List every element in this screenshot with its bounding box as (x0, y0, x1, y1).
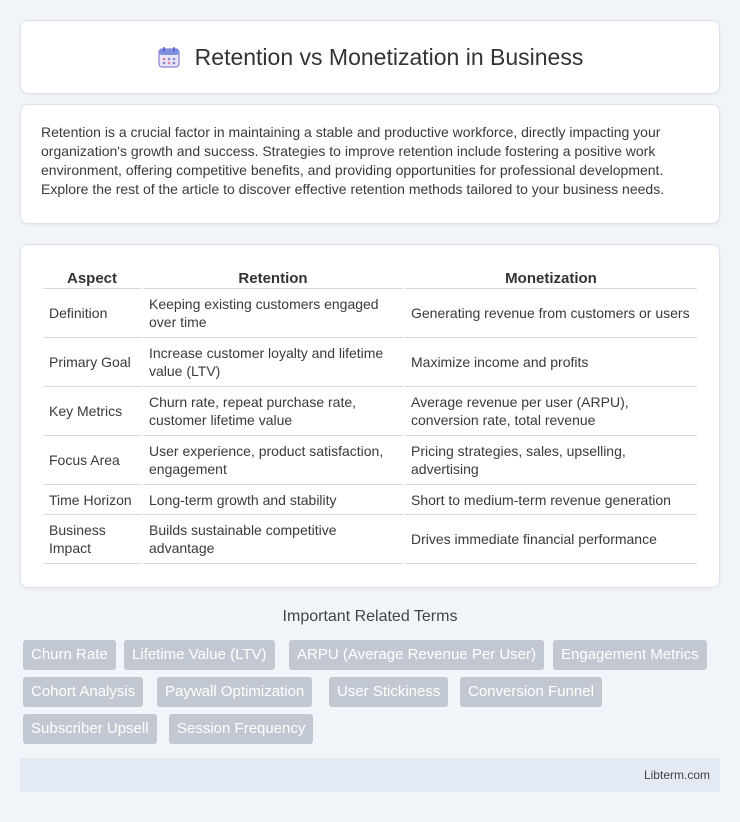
tag-engagement-metrics[interactable]: Engagement Metrics (553, 640, 707, 670)
footer (20, 758, 720, 792)
table-row (43, 485, 697, 515)
row-monetization: Generating revenue from customers or users (405, 289, 697, 338)
header-retention: Retention (143, 265, 403, 289)
tag-arpu[interactable]: ARPU (Average Revenue Per User) (289, 640, 544, 670)
intro-text: Retention is a crucial factor in maintaining a stable and productive workforce, directly impacting your organization's growth and success. Strategies to improve retention include fostering a positive work environment, offering competitive benefits, and providing opportunities for professional development. Explore the rest of the article to discover effective retention methods tailored to your business needs. (41, 124, 665, 197)
row-aspect: Business Impact (43, 515, 141, 564)
table-row (43, 338, 697, 387)
row-aspect: Primary Goal (43, 338, 141, 387)
row-aspect: Definition (43, 289, 141, 338)
calendar-icon (157, 45, 181, 69)
tag-churn-rate[interactable]: Churn Rate (23, 640, 116, 670)
tag-subscriber-upsell[interactable]: Subscriber Upsell (23, 714, 157, 744)
table-row (43, 436, 697, 485)
tag-session-frequency[interactable]: Session Frequency (169, 714, 313, 744)
comparison-table (41, 265, 699, 564)
row-aspect: Key Metrics (43, 387, 141, 436)
row-aspect: Time Horizon (43, 485, 141, 515)
row-monetization: Pricing strategies, sales, upselling, advertising (405, 436, 697, 485)
footer-brand[interactable]: Libterm.com (643, 768, 710, 782)
comparison-card (20, 244, 720, 588)
row-retention: Churn rate, repeat purchase rate, customer lifetime value (143, 387, 403, 436)
row-monetization: Average revenue per user (ARPU), conversion rate, total revenue (405, 387, 697, 436)
header-aspect: Aspect (43, 265, 141, 289)
related-terms-title: Important Related Terms (282, 608, 458, 625)
row-retention: User experience, product satisfaction, engagement (143, 436, 403, 485)
tag-cohort-analysis[interactable]: Cohort Analysis (23, 677, 143, 707)
row-retention: Increase customer loyalty and lifetime value (LTV) (143, 338, 403, 387)
row-monetization: Short to medium-term revenue generation (405, 485, 697, 515)
tag-conversion-funnel[interactable]: Conversion Funnel (460, 677, 602, 707)
intro-card (20, 104, 720, 224)
page-title: Retention vs Monetization in Business (194, 43, 584, 70)
row-monetization: Drives immediate financial performance (405, 515, 697, 564)
row-retention: Builds sustainable competitive advantage (143, 515, 403, 564)
row-retention: Keeping existing customers engaged over time (143, 289, 403, 338)
row-monetization: Maximize income and profits (405, 338, 697, 387)
tag-paywall-optimization[interactable]: Paywall Optimization (157, 677, 312, 707)
row-retention: Long-term growth and stability (143, 485, 403, 515)
row-aspect: Focus Area (43, 436, 141, 485)
header-monetization: Monetization (405, 265, 697, 289)
title-card (20, 20, 720, 94)
tag-lifetime-value[interactable]: Lifetime Value (LTV) (124, 640, 275, 670)
table-row (43, 289, 697, 338)
tag-user-stickiness[interactable]: User Stickiness (329, 677, 448, 707)
table-row (43, 515, 697, 564)
table-row (43, 387, 697, 436)
table-header-row (43, 265, 697, 289)
